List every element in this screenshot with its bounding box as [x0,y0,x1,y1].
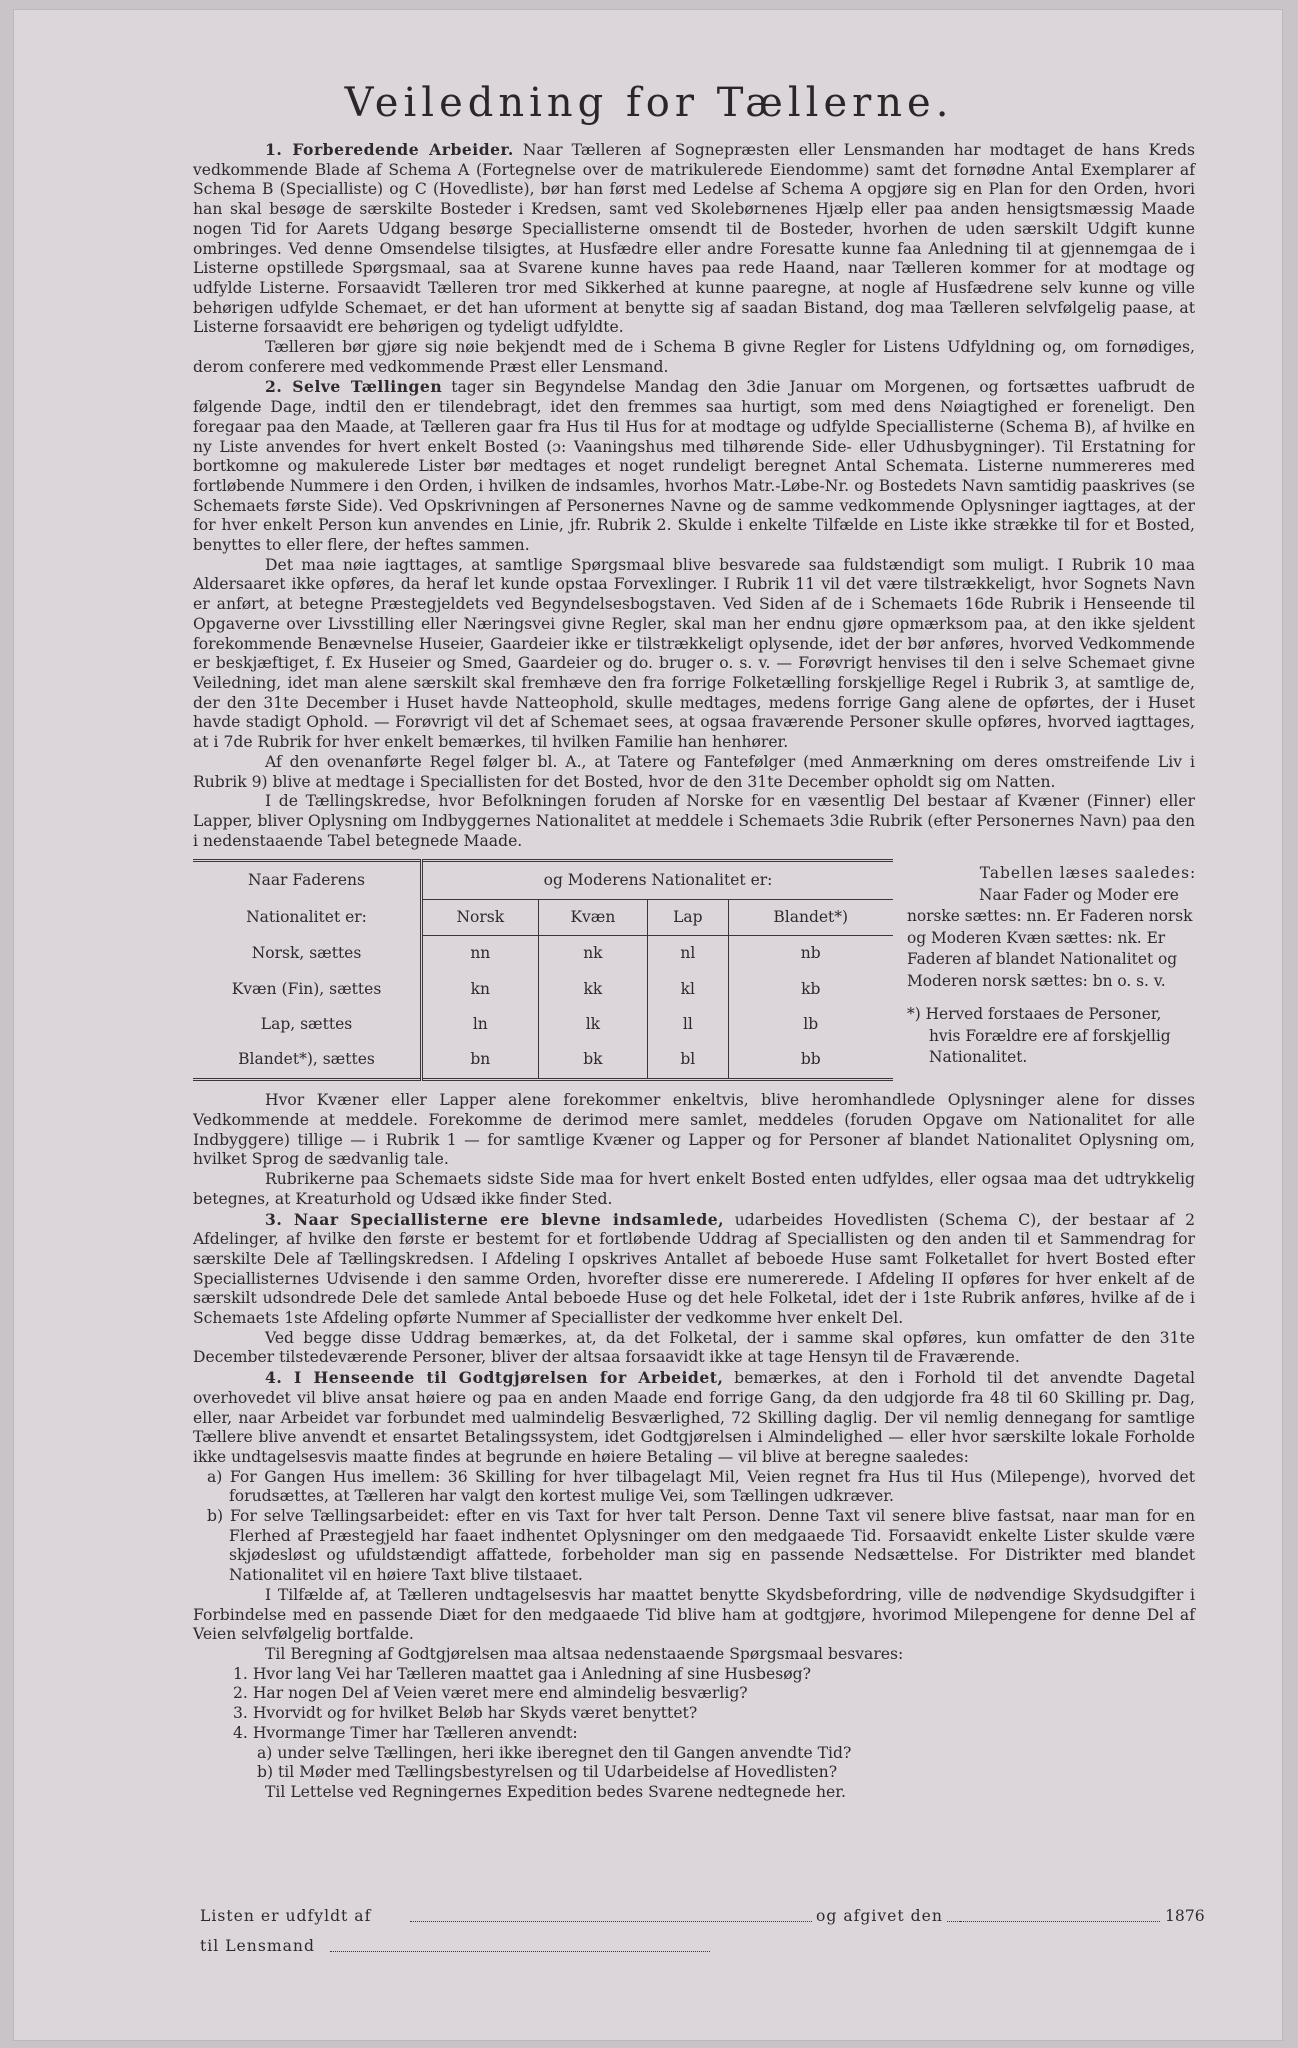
table-cell: kk [538,972,648,1007]
column-header: Lap [648,899,728,936]
table-cell: kl [648,972,728,1007]
table-cell: kb [728,972,893,1007]
section-1-heading: 1. Forberedende Arbeider. [265,140,514,159]
section-2-paragraph-4: I de Tællingskredse, hvor Befolkningen foruden af Norske for en væsentlig Del bestaar af Kvæner (Finner) eller Lapper, bliver Oplysning om Indbyggernes Nationalitet at meddele i Schemaets 3die Rubrik (efter Personernes Navn) paa den i nedenstaaende Tabel betegnede Maade. [193,792,1195,850]
table-cell: bb [728,1042,893,1080]
section-1-paragraph-2: Tælleren bør gjøre sig nøie bekjendt med de i Schema B givne Regler for Listens Udfyldning og, om fornødiges, derom conferere med vedkommende Præst eller Lensmand. [193,338,1195,376]
question-1: 1. Hvor lang Vei har Tælleren maattet gaa i Anledning af sine Husbesøg? [233,1664,811,1683]
question-4a: a) under selve Tællingen, heri ikke iberegnet den til Gangen anvendte Tid? [257,1743,852,1762]
row-label: Blandet*), sættes [193,1042,422,1080]
section-1-text: Naar Tælleren af Sognepræsten eller Lensmanden har modtaget de hans Kreds vedkommende Blade af Schema A (Fortegnelse over de matrikulerede Eiendomme) samt det fornødne Antal Exemplarer af Schema B (Specialliste) og C (Hovedliste), bør han først med Ledelse af Schema A opgjøre sig en Plan for den Orden, hvori han skal besøge de særskilte Bosteder i Kredsen, samt ved Skolebørnenes Hjælp eller paa anden hensigtsmæssig Maade nogen Tid for Aarets Udgang besørge Speciallisterne omsendt til de Bosteder, hvorhen de uden særskilt Udgift kunne ombringes. Ved denne Omsendelse tilsigtes, at Husfædre eller andre Foresatte kunne faa Anledning til at gjennemgaa de i Listerne opstillede Spørgsmaal, saa at Svarene kunne haves paa rede Haand, naar Tælleren kommer for at modtage og udfylde Listerne. Forsaavidt Tælleren tror med Sikkerhed at kunne paaregne, at nogle af Husfædrene selv kunne og ville behørigen udfylde Schemaet, er det han uforment at benytte sig af saadan Bistand, dog maa Tælleren selvfølgelig paase, at Listerne forsaavidt ere behørigen og tydeligt udfyldte. [193,141,1195,337]
filled-by-label: Listen er udfyldt af [200,1907,372,1925]
instructions-body [193,140,1195,1803]
lensmand-line[interactable] [330,1951,710,1952]
note-heading: Tabellen læses saaledes: [979,864,1197,883]
note-text: Naar Fader og Moder ere norske sættes: nn. Er Faderen norsk og Moderen Kvæn sættes: nk. Er Faderen af blandet Nationalitet og Moderen norsk sættes: bn o. s. v. [907,885,1193,990]
table-row [193,1007,893,1042]
section-3-text: udarbeides Hovedlisten (Schema C), der bestaar af 2 Afdelinger, af hvilke den første er bestemt for et fortløbende Uddrag af Speciallisten og den anden til et Sammendrag for særskilte Dele af Tællingskredsen. I Afdeling I opskrives Antallet af beboede Huse samt Folketallet for hvert Bosted efter Speciallisternes Udvisende i den samme Orden, hvorefter disse ere numererede. I Afdeling II opføres for hver enkelt af de særskilt udsondrede Dele det samlede Antal beboede Huse og det hele Folketal, idet der i 1ste Rubrik anføres, hvilke af de i Schemaets 1ste Afdeling opførte Nummer af Speciallister der vedkomme hver enkelt Del. [193,1210,1195,1328]
column-header: Kvæn [538,899,648,936]
row-label: Lap, sættes [193,1007,422,1042]
table-cell: bl [648,1042,728,1080]
section-3-paragraph [193,1210,1195,1329]
nationality-table [193,859,893,1081]
signature-lines [200,1907,1210,1967]
section-2-text: tager sin Begyndelse Mandag den 3die Januar om Morgenen, og fortsættes uafbrudt de følgende Dage, indtil den er tilendebragt, idet den fremmes saa hurtigt, som med dens Nøiagtighed er foreneligt. Den foregaar paa den Maade, at Tælleren gaar fra Hus til Hus for at modtage og udfylde Speciallisterne (Schema B), af hvilke en ny Liste anvendes for hvert enkelt Bosted (ɔ: Vaaningshus med tilhørende Side- eller Udhusbygninger). Til Erstatning for bortkomne og makulerede Lister bør medtages et noget rundeligt beregnet Antal Schemata. Listerne nummereres med fortløbende Nummere i den Orden, i hvilken de indsamles, hvorhos Matr.-Løbe-Nr. og Bostedets Navn samtidig paaskrives (se Schemaets første Side). Ved Opskrivningen af Personernes Navne og de samme vedkommende Oplysninger iagttages, at der for hver enkelt Person kun anvendes en Linie, jfr. Rubrik 2. Skulde i enkelte Tilfælde en Liste ikke strække til for et Bosted, benyttes to eller flere, der heftes sammen. [193,378,1195,555]
table-row [193,936,893,972]
lensmand-row [200,1937,1210,1967]
section-2-paragraph-2: Det maa nøie iagttages, at samtlige Spørgsmaal blive besvarede saa fuldstændigt som muligt. I Rubrik 10 maa Aldersaaret ikke opføres, da heraf let kunde opstaa Forvexlinger. I Rubrik 11 vil det være tilstrækkeligt, hvor Sognets Navn er anført, at betegne Præstegjeldets ved Begyndelsesbogstaven. Ved Siden af de i Schemaets 16de Rubrik i Henseende til Opgaverne over Livsstilling eller Næringsvei givne Regler, skal man her endnu gjøre opmærksom paa, at den ikke sjeldent forekommende Benævnelse Huseier, Gaardeier ikke er tilstrækkeligt oplysende, idet der bør anføres, hvorved Vedkommende er beskjæftiget, f. Ex Huseier og Smed, Gaardeier og do. bruger o. s. v. — Forøvrigt henvises til den i selve Schemaet givne Veiledning, idet man alene særskilt skal fremhæve den fra forrige Folketælling forskjellige Regel i Rubrik 3, at samtlige de, der den 31te December i Huset havde Natteophold, skulle medtages, medens forrige Gang alene de opførtes, der i Huset havde stadigt Ophold. — Forøvrigt vil det af Schemaet sees, at ogsaa fraværende Personer skulle opføres, hvorved iagttages, at i 7de Rubrik for hver enkelt bemærkes, til hvilken Familie han henhører. [193,555,1195,752]
table-cell: nk [538,936,648,972]
question-3: 3. Hvorvidt og for hvilket Beløb har Skyds været benyttet? [233,1704,698,1723]
section-3-heading: 3. Naar Speciallisterne ere blevne indsamlede, [265,1209,725,1229]
section-2-paragraph [193,377,1195,555]
section-4-item-a: a) For Gangen Hus imellem: 36 Skilling for hver tilbagelagt Mil, Veien regnet fra Hus til Hus (Milepenge), hvorved det forudsættes, at Tælleren har valgt den kortest mulige Vei, som Tællingen udkræver. [207,1467,1195,1506]
table-cell: bn [470,1050,491,1069]
table-cell: ln [472,1014,488,1033]
table-subheader-row [193,899,893,936]
section-4-item-b: b) For selve Tællingsarbeidet: efter en vis Taxt for hver talt Person. Denne Taxt vil senere blive fastsat, naar man for en Flerhed af Præstegjeld har faaet indhentet Oplysninger om den medgaaede Tid. Forsaavidt enkelte Lister skulde være skjødesløst og ufuldstændigt affattede, forbeholder man sig en passende Nedsættelse. For Distrikter med blandet Nationalitet vil en høiere Taxt blive tilstaaet. [207,1507,1195,1585]
column-header: Blandet*) [728,899,893,936]
section-4-paragraph-2: I Tilfælde af, at Tælleren undtagelsesvis har maattet benytte Skydsbefordring, ville de nødvendige Skydsudgifter i Forbindelse med en passende Diæt for den medgaaede Tid blive ham at godtgjøre, hvorimod Milepengene for denne Del af Veien selvfølgelig bortfalde. [193,1585,1195,1644]
section-3-paragraph-2: Ved begge disse Uddrag bemærkes, at, da det Folketal, der i samme skal opføres, kun omfatter de den 31te December tilstedeværende Personer, bliver der altsaa forsaavidt ikke at tage Hensyn til de Fraværende. [193,1328,1195,1367]
table-header-row [193,861,893,899]
table-cell: nb [728,936,893,972]
question-4b: b) til Møder med Tællingsbestyrelsen og til Udarbeidelse af Hovedlisten? [257,1763,838,1782]
section-4-heading: 4. I Henseende til Godtgjørelsen for Arbeidet, [265,1368,724,1388]
page-title: Veiledning for Tællerne. [344,80,954,126]
section-2-paragraph-3: Af den ovenanførte Regel følger bl. A., at Tatere og Fantefølger (med Anmærkning om deres omstreifende Liv i Rubrik 9) blive at medtage i Speciallisten for det Bosted, hvor de den 31te December opholdt sig om Natten. [193,752,1195,791]
nationality-table-area [193,859,1195,1085]
filled-by-row [200,1907,1210,1937]
section-4-paragraph-3: Til Beregning af Godtgjørelsen maa altsaa nedenstaaende Spørgsmaal besvares: [265,1645,904,1663]
section-4-paragraph-4: Til Lettelse ved Regningernes Expedition bedes Svarene nedtegnede her. [265,1782,846,1801]
table-cell: bk [538,1042,648,1080]
section-1-paragraph [193,140,1195,338]
section-4-text: bemærkes, at den i Forhold til det anvendte Dagetal overhovedet vil blive ansat høiere og paa en anden Maade end forrige Gang, da den udgjorde fra 48 til 60 Skilling pr. Dag, eller, naar Arbeidet var forbundet med ualmindelig Besværlighed, 72 Skilling daglig. Der vil nemlig dennegang for samtlige Tællere blive anvendt et ensartet Betalingssystem, idet Godtgjørelsen i Almindelighed — eller hvor særskilte lokale Forholde ikke undtagelsesvis maatte findes at begrunde en høiere Betaling — vil blive at beregne saaledes: [193,1369,1196,1466]
lensmand-label: til Lensmand [200,1937,315,1955]
table-footnote: *) Herved forstaaes de Personer, hvis Forældre ere af forskjellig Nationalitet. [907,1005,1171,1067]
table-reading-note [907,863,1197,1069]
row-label: Kvæn (Fin), sættes [193,972,422,1007]
table-cell: ll [648,1007,728,1042]
question-2: 2. Har nogen Del af Veien været mere end almindelig besværlig? [233,1684,748,1703]
section-2-paragraph-6: Rubrikerne paa Schemaets sidste Side maa for hvert enkelt Bosted enten udfyldes, eller ogsaa maa det udtrykkelig betegnes, at Kreaturhold og Udsæd ikke finder Sted. [193,1170,1195,1208]
table-span-header: og Moderens Nationalitet er: [543,870,773,889]
delivered-label: og afgivet den [812,1907,947,1925]
section-2-heading: 2. Selve Tællingen [265,377,443,397]
table-cell: nn [470,944,491,963]
table-cell: lb [728,1007,893,1042]
column-header: Norsk [422,899,539,936]
date-line[interactable] [960,1921,1160,1922]
table-cell: kn [470,979,490,998]
section-4-paragraph [193,1368,1195,1468]
row-label: Norsk, sættes [193,936,422,972]
year-label: 1876 [1165,1907,1205,1925]
table-row [193,972,893,1007]
table-cell: lk [538,1007,648,1042]
section-2-paragraph-5: Hvor Kvæner eller Lapper alene forekommer enkeltvis, blive heromhandlede Oplysninger alene for disses Vedkommende at meddele. Forekomme de derimod mere samlet, meddeles (foruden Opgave om Nationalitet for alle Indbyggere) tillige — i Rubrik 1 — for samtlige Kvæner og Lapper og for Personer af blandet Nationalitet Oplysning om, hvilket Sprog de sædvanlig tale. [193,1091,1195,1169]
question-4: 4. Hvormange Timer har Tælleren anvendt: [233,1723,578,1742]
table-corner-line1: Naar Faderens [193,861,422,899]
table-cell: nl [648,936,728,972]
table-corner-line2: Nationalitet er: [193,899,422,936]
table-row [193,1042,893,1080]
